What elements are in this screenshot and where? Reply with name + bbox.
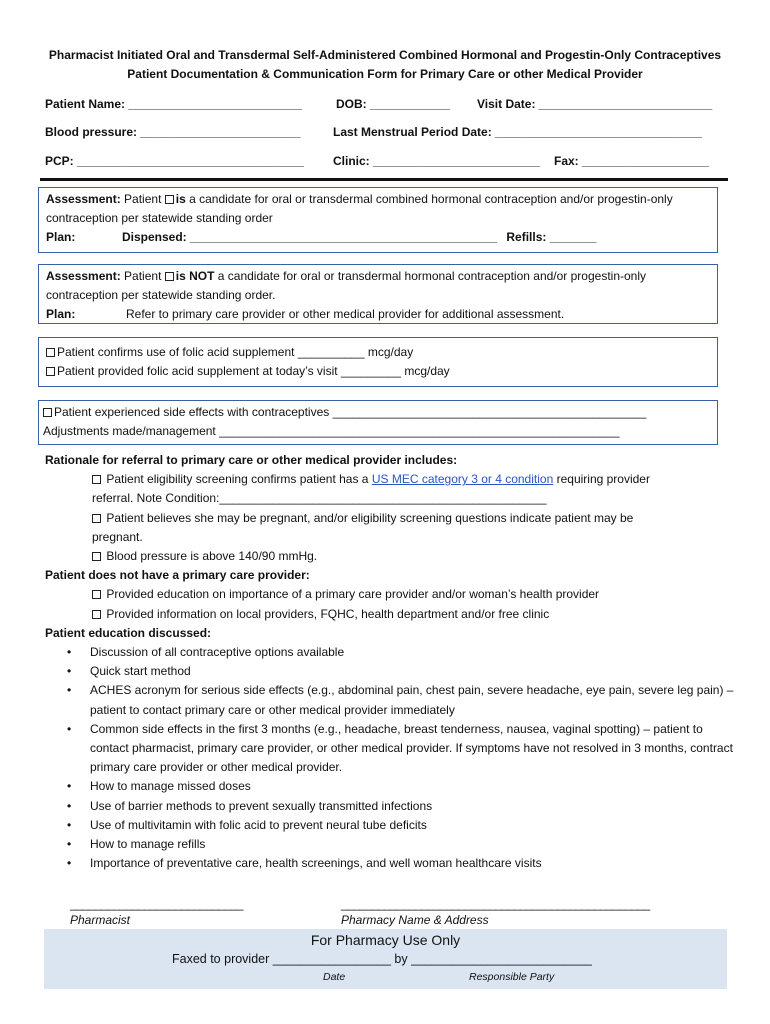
education-list: [45, 643, 735, 873]
side-effects-text: Patient experienced side effects with contraceptives _______________________________________________: [54, 405, 647, 419]
assessment-label: Assessment:: [46, 192, 121, 206]
lmp-field[interactable]: Last Menstrual Period Date: _______________________________: [333, 125, 702, 139]
list-item: • How to manage missed doses: [45, 777, 735, 796]
blood-pressure-field[interactable]: Blood pressure: ________________________: [45, 125, 301, 139]
us-mec-text: Patient eligibility screening confirms patient has a: [106, 472, 369, 487]
side-effects-checkbox[interactable]: [43, 408, 52, 417]
folic-provided-checkbox[interactable]: [46, 367, 55, 376]
patient-word: Patient: [124, 269, 162, 283]
form-title-line1: Pharmacist Initiated Oral and Transdermal Self-Administered Combined Hormonal and Progestin-Only Contraceptives: [48, 48, 722, 62]
assessment-label: Assessment:: [46, 269, 121, 283]
folic-confirms-checkbox[interactable]: [46, 348, 55, 357]
pregnant-text-line2: pregnant.: [92, 529, 143, 544]
candidate-checkbox[interactable]: [165, 195, 174, 204]
date-label: Date: [323, 971, 346, 983]
assessment-text-line2: contraception per statewide standing order.: [46, 288, 276, 302]
assessment-text: a candidate for oral or transdermal combined hormonal contraception and/or progestin-only: [189, 192, 673, 206]
dob-field[interactable]: DOB: ____________: [336, 97, 451, 111]
dispensed-field[interactable]: Dispensed: ______________________________________________: [122, 230, 498, 244]
is-not-word: is NOT: [175, 269, 215, 283]
local-providers-text: Provided information on local providers, FQHC, health department and/or free clinic: [106, 606, 550, 621]
no-pcp-heading: Patient does not have a primary care provider:: [45, 568, 310, 583]
header-divider: [40, 178, 728, 181]
bp-checkbox[interactable]: [92, 552, 101, 561]
assessment-text: a candidate for oral or transdermal hormonal contraception and/or progestin-only: [217, 269, 647, 283]
list-item: • Quick start method: [45, 662, 735, 681]
patient-name-field[interactable]: Patient Name: __________________________: [45, 97, 302, 111]
list-item: • How to manage refills: [45, 835, 735, 854]
side-effects-box: [38, 400, 718, 445]
pcp-field[interactable]: PCP: __________________________________: [45, 154, 304, 168]
candidate-assessment-box: [38, 187, 718, 253]
assessment-text-line2: contraception per statewide standing order: [46, 211, 273, 225]
list-item: • Use of multivitamin with folic acid to prevent neural tube deficits: [45, 816, 735, 835]
list-item: • Importance of preventative care, health screenings, and well woman healthcare visits: [45, 854, 735, 873]
pharmacist-signature-line[interactable]: ____________________________: [70, 897, 243, 911]
education-pcp-checkbox[interactable]: [92, 590, 101, 599]
plan-text: Refer to primary care provider or other medical provider for additional assessment.: [126, 307, 565, 321]
note-condition-field[interactable]: referral. Note Condition:_________________________________________________: [92, 491, 547, 506]
pregnant-checkbox[interactable]: [92, 514, 101, 523]
responsible-party-label: Responsible Party: [469, 971, 555, 983]
education-pcp-text: Provided education on importance of a primary care provider and/or woman’s health provider: [106, 587, 600, 602]
education-heading: Patient education discussed:: [45, 625, 212, 640]
clinic-field[interactable]: Clinic: _________________________: [333, 154, 540, 168]
us-mec-checkbox[interactable]: [92, 475, 101, 484]
refills-field[interactable]: Refills: _______: [506, 230, 597, 244]
fax-field[interactable]: Fax: ___________________: [554, 154, 709, 168]
patient-word: Patient: [124, 192, 162, 206]
not-candidate-checkbox[interactable]: [165, 272, 174, 281]
rationale-heading: Rationale for referral to primary care or other medical provider includes:: [45, 453, 458, 467]
plan-label: Plan:: [46, 307, 76, 321]
pharmacy-use-only-panel: [44, 929, 727, 989]
us-mec-link[interactable]: US MEC category 3 or 4 condition: [371, 472, 554, 487]
form-title-line2: Patient Documentation & Communication Form for Primary Care or other Medical Provider: [127, 67, 643, 81]
plan-label: Plan:: [46, 230, 76, 244]
list-item: • Common side effects in the first 3 months (e.g., headache, breast tenderness, nausea, vaginal spotting) – patient to contact pharmacist, primary care provider, or other medical provider. If symptoms have not resolved in 3 months, contract primary care provider or other medical provider.: [45, 720, 735, 778]
list-item: • Use of barrier methods to prevent sexually transmitted infections: [45, 797, 735, 816]
faxed-to-provider-field[interactable]: Faxed to provider _________________ by __________________________: [172, 952, 592, 966]
us-mec-text-end: requiring provider: [556, 472, 650, 487]
folic-provided-text: Patient provided folic acid supplement at today’s visit _________ mcg/day: [57, 364, 450, 378]
list-item: • Discussion of all contraceptive options available: [45, 643, 735, 662]
local-providers-checkbox[interactable]: [92, 610, 101, 619]
pharmacist-label: Pharmacist: [70, 913, 131, 927]
pregnant-text: Patient believes she may be pregnant, and/or eligibility screening questions indicate patient may be: [106, 510, 634, 525]
visit-date-field[interactable]: Visit Date: __________________________: [477, 97, 713, 111]
pharmacy-signature-line[interactable]: __________________________________________________: [341, 897, 650, 911]
referral-section: [45, 451, 735, 873]
is-word: is: [175, 192, 186, 206]
folic-acid-box: [38, 337, 718, 387]
adjustments-text: Adjustments made/management ____________________________________________________________: [43, 424, 620, 438]
pharmacy-use-title: For Pharmacy Use Only: [310, 932, 461, 948]
not-candidate-assessment-box: [38, 264, 718, 324]
pharmacy-label: Pharmacy Name & Address: [341, 913, 489, 927]
bp-text: Blood pressure is above 140/90 mmHg.: [106, 549, 318, 564]
list-item: • ACHES acronym for serious side effects (e.g., abdominal pain, chest pain, severe headache, eye pain, severe leg pain) – patient to contact primary care or other medical provider immediately: [45, 681, 735, 719]
folic-confirms-text: Patient confirms use of folic acid supplement __________ mcg/day: [57, 345, 414, 359]
